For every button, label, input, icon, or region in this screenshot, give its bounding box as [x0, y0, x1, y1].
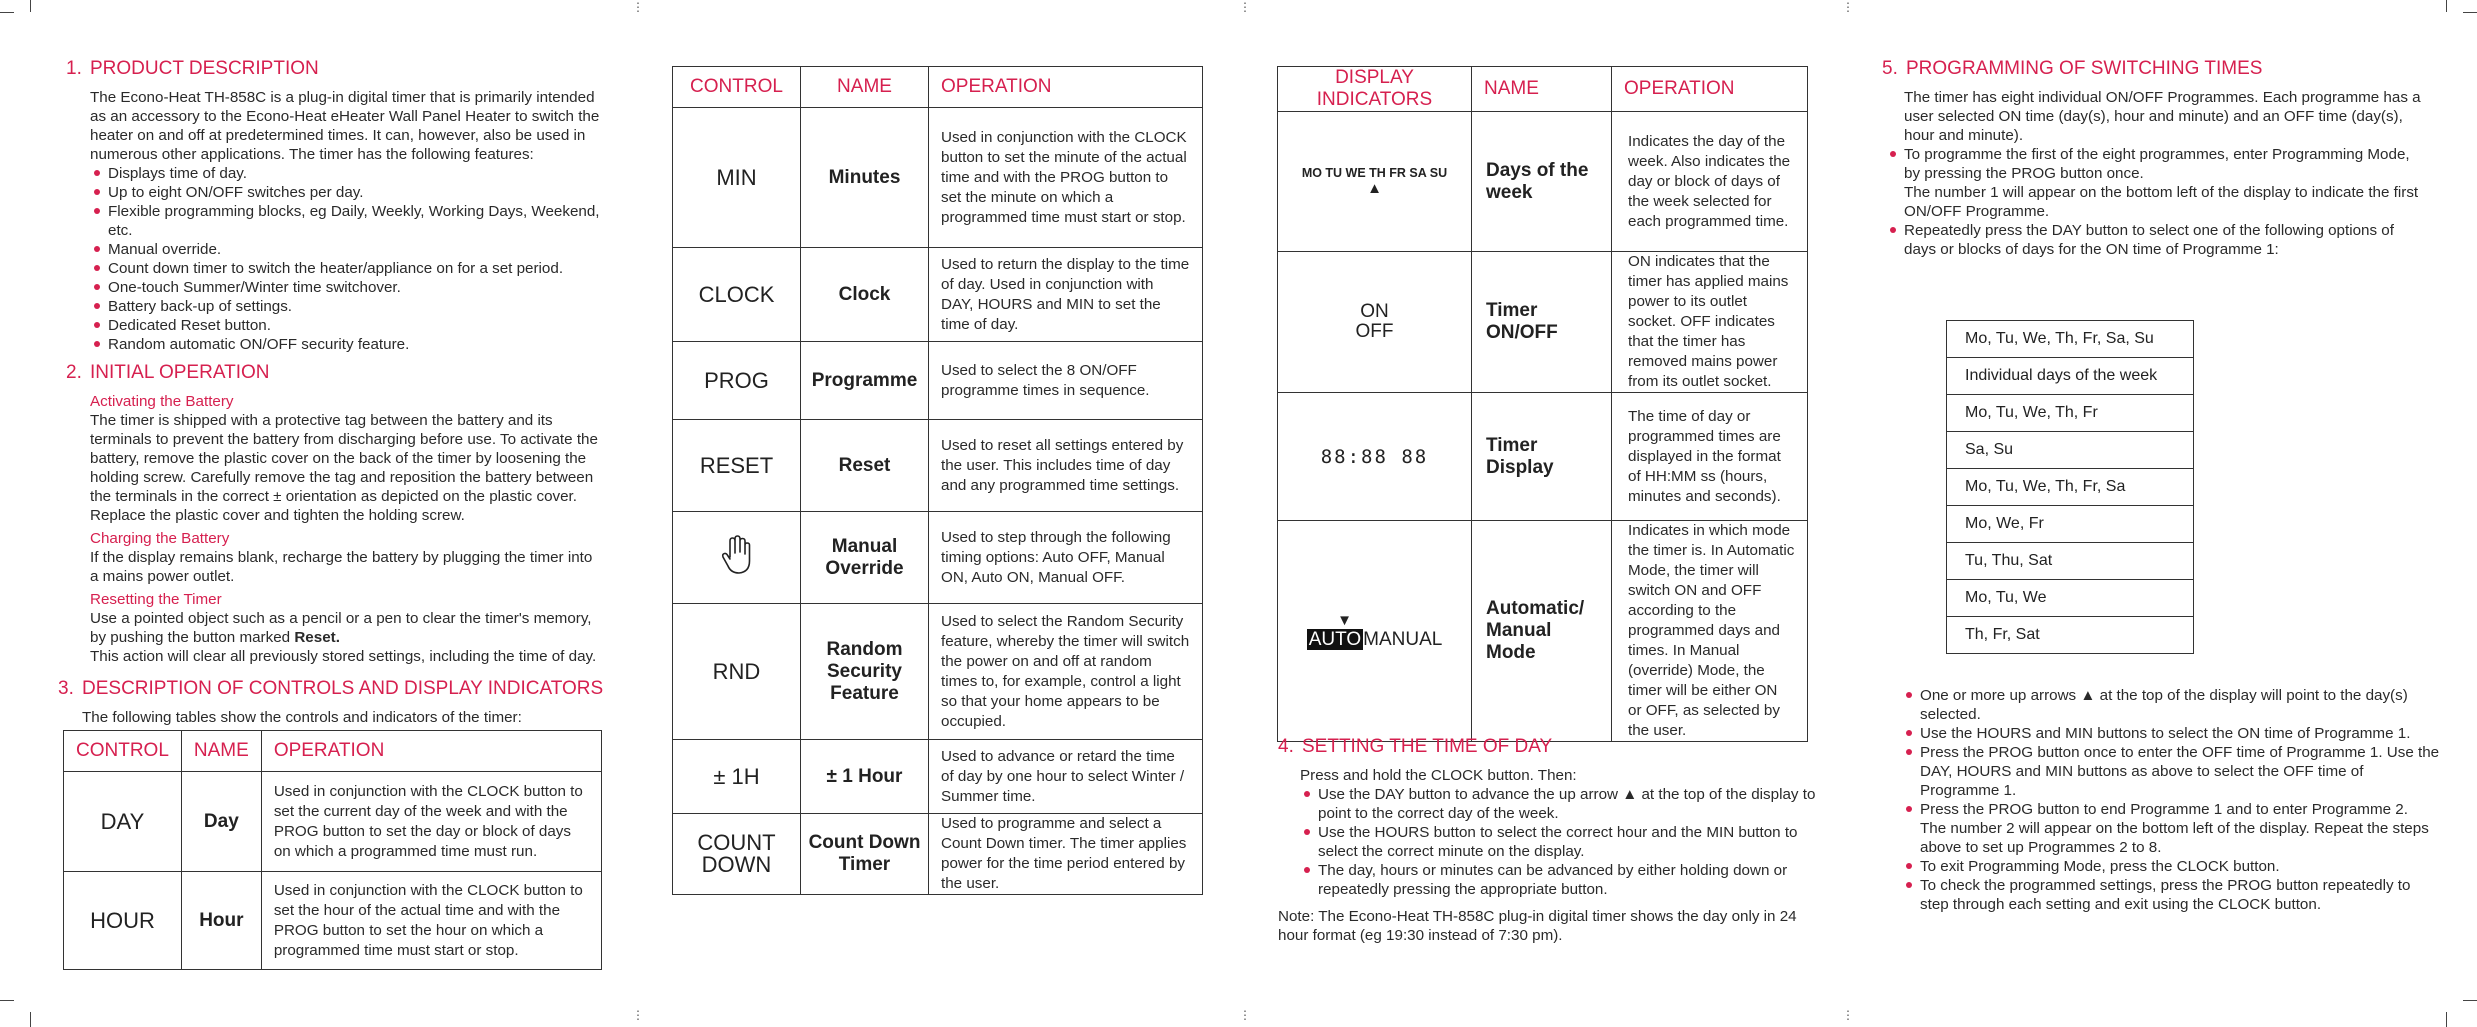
- on-off-indicator: ON OFF: [1278, 252, 1472, 393]
- column-header: CONTROL: [64, 731, 182, 772]
- steps-list: [1300, 785, 1818, 899]
- control-cell: DAY: [64, 772, 182, 872]
- operation-cell: Used to programme and select a Count Down timer. The timer applies power for the time period entered by the user.: [929, 814, 1203, 895]
- table-row: [1947, 321, 2194, 358]
- control-cell: CLOCK: [673, 248, 801, 342]
- table-row: [1947, 432, 2194, 469]
- row-name: Days of the week: [1472, 112, 1612, 252]
- table-row: [673, 512, 1203, 604]
- row-operation: The time of day or programmed times are displayed in the format of HH:MM ss (hours, minutes and seconds).: [1612, 393, 1808, 521]
- paragraph: The timer is shipped with a protective tag between the battery and its terminals to prevent the battery from discharging before use. To activate the battery, remove the plastic cover on the back of the timer by loosening the holding screw. Carefully remove the tag and reposition the battery between the terminals in the correct ± orientation as depicted on the plastic cover. Replace the plastic cover and tighten the holding screw.: [90, 412, 598, 524]
- section-title: 3. DESCRIPTION OF CONTROLS AND DISPLAY INDICATORS: [58, 678, 604, 699]
- day-option: Mo, Tu, We, Th, Fr: [1947, 395, 2194, 432]
- list-item: To programme the first of the eight programmes, enter Programming Mode, by pressing the PROG button once.: [1886, 145, 2422, 183]
- column-header: OPERATION: [1612, 67, 1808, 112]
- steps-list: [1902, 686, 2442, 914]
- feature-item: Manual override.: [90, 240, 602, 259]
- table-row: [1947, 469, 2194, 506]
- control-cell: HOUR: [64, 872, 182, 970]
- feature-item: Displays time of day.: [90, 164, 602, 183]
- control-cell: ± 1H: [673, 740, 801, 814]
- paragraph: This action will clear all previously stored settings, including the time of day.: [90, 648, 597, 665]
- days-indicator: MO TU WE TH FR SA SU ▲: [1278, 112, 1472, 252]
- table-row: [1947, 617, 2194, 654]
- day-option: Th, Fr, Sat: [1947, 617, 2194, 654]
- day-option: Mo, Tu, We: [1947, 580, 2194, 617]
- feature-item: Battery back-up of settings.: [90, 297, 602, 316]
- column-header: NAME: [801, 67, 929, 108]
- paragraph: The timer has eight individual ON/OFF Programmes. Each programme has a user selected ON time (day(s), hour and minute) and an OFF time (day(s), hour and minute).: [1904, 89, 2421, 144]
- paragraph: Press and hold the CLOCK button. Then:: [1300, 767, 1577, 784]
- column-1: [58, 58, 604, 727]
- fold-mark: ⋮: [632, 1008, 644, 1022]
- table-row: [1947, 395, 2194, 432]
- step-item: Press the PROG button once to enter the OFF time of Programme 1. Use the DAY, HOURS and MIN buttons as above to select the OFF time of Programme 1.: [1902, 743, 2442, 800]
- day-options-table: [1946, 320, 2194, 654]
- crop-mark: [30, 1012, 31, 1027]
- control-cell: [673, 512, 801, 604]
- table-row: [673, 420, 1203, 512]
- fold-mark: ⋮: [1842, 0, 1854, 14]
- paragraph: The number 1 will appear on the bottom left of the display to indicate the first ON/OFF Programme.: [1904, 184, 2419, 220]
- subheading: Charging the Battery: [90, 530, 230, 547]
- hand-icon: [720, 535, 754, 575]
- table-row: [673, 814, 1203, 895]
- row-operation: ON indicates that the timer has applied mains power to its outlet socket. OFF indicates that the timer has removed mains power from its outlet socket.: [1612, 252, 1808, 393]
- column-header: OPERATION: [261, 731, 601, 772]
- feature-item: One-touch Summer/Winter time switchover.: [90, 278, 602, 297]
- feature-item: Count down timer to switch the heater/appliance on for a set period.: [90, 259, 602, 278]
- table-row: [64, 872, 602, 970]
- row-name: Timer Display: [1472, 393, 1612, 521]
- crop-mark: [0, 1000, 14, 1001]
- table-row: [673, 740, 1203, 814]
- operation-cell: Used to advance or retard the time of day by one hour to select Winter / Summer time.: [929, 740, 1203, 814]
- column-4: [1882, 58, 2422, 259]
- steps-list: [1886, 221, 2422, 259]
- column-header: NAME: [181, 731, 261, 772]
- steps-list: [1886, 145, 2422, 183]
- fold-mark: ⋮: [1239, 0, 1251, 14]
- subheading: Resetting the Timer: [90, 591, 222, 608]
- row-operation: Indicates the day of the week. Also indicates the day or block of days of the week selected for each programmed time.: [1612, 112, 1808, 252]
- controls-table-2: [672, 66, 1203, 895]
- operation-cell: Used in conjunction with the CLOCK button to set the minute of the actual time and with the PROG button to set the minute on which a programmed time must start or stop.: [929, 108, 1203, 248]
- step-item: To check the programmed settings, press the PROG button repeatedly to step through each setting and exit using the CLOCK button.: [1902, 876, 2442, 914]
- crop-mark: [2463, 1000, 2477, 1001]
- table-row: [1947, 506, 2194, 543]
- step-item: The day, hours or minutes can be advanced by either holding down or repeatedly pressing the appropriate button.: [1300, 861, 1818, 899]
- control-cell: MIN: [673, 108, 801, 248]
- crop-mark: [2446, 1012, 2447, 1027]
- day-option: Sa, Su: [1947, 432, 2194, 469]
- name-cell: Programme: [801, 342, 929, 420]
- control-cell: PROG: [673, 342, 801, 420]
- fold-mark: ⋮: [1842, 1008, 1854, 1022]
- row-name: Timer ON/OFF: [1472, 252, 1612, 393]
- name-cell: Minutes: [801, 108, 929, 248]
- day-option: Mo, We, Fr: [1947, 506, 2194, 543]
- name-cell: Hour: [181, 872, 261, 970]
- column-header: NAME: [1472, 67, 1612, 112]
- column-header: CONTROL: [673, 67, 801, 108]
- crop-mark: [2446, 0, 2447, 12]
- step-item: Use the HOURS button to select the correct hour and the MIN button to select the correct minute on the display.: [1300, 823, 1818, 861]
- name-cell: ± 1 Hour: [801, 740, 929, 814]
- operation-cell: Used to select the Random Security feature, whereby the timer will switch the power on and off at random times to, for example, control a light so that your home appears to be occupied.: [929, 604, 1203, 740]
- operation-cell: Used to select the 8 ON/OFF programme times in sequence.: [929, 342, 1203, 420]
- feature-item: Dedicated Reset button.: [90, 316, 602, 335]
- step-item: One or more up arrows ▲ at the top of the display will point to the day(s) selected.: [1902, 686, 2442, 724]
- display-indicators-table: [1277, 66, 1808, 742]
- section-5-steps: [1902, 686, 2442, 914]
- fold-mark: ⋮: [632, 0, 644, 14]
- controls-table-1: [63, 730, 602, 970]
- step-item: Use the DAY button to advance the up arrow ▲ at the top of the display to point to the correct day of the week.: [1300, 785, 1818, 823]
- operation-cell: Used in conjunction with the CLOCK button to set the current day of the week and with the PROG button to set the day or block of days on which a programmed time must run.: [261, 772, 601, 872]
- intro-paragraph: The Econo-Heat TH-858C is a plug-in digital timer that is primarily intended as an accessory to the Econo-Heat eHeater Wall Panel Heater to switch the heater on and off at predetermined times. It can, however, also be used in numerous other applications. The timer has the following features:: [90, 89, 600, 163]
- control-cell: RND: [673, 604, 801, 740]
- feature-item: Up to eight ON/OFF switches per day.: [90, 183, 602, 202]
- table-row: [673, 108, 1203, 248]
- control-cell: RESET: [673, 420, 801, 512]
- day-option: Individual days of the week: [1947, 358, 2194, 395]
- paragraph: If the display remains blank, recharge the battery by plugging the timer into a mains power outlet.: [90, 549, 593, 585]
- table-row: [1947, 543, 2194, 580]
- list-item: Repeatedly press the DAY button to select one of the following options of days or blocks of days for the ON time of Programme 1:: [1886, 221, 2422, 259]
- name-cell: Clock: [801, 248, 929, 342]
- note: Note: The Econo-Heat TH-858C plug-in digital timer shows the day only in 24 hour format (eg 19:30 instead of 7:30 pm).: [1278, 908, 1797, 944]
- crop-mark: [2463, 12, 2477, 13]
- operation-cell: Used to reset all settings entered by the user. This includes time of day and any programmed time settings.: [929, 420, 1203, 512]
- paragraph: The following tables show the controls and indicators of the timer:: [82, 709, 522, 726]
- step-continuation: The number 2 will appear on the bottom left of the display. Repeat the steps above to set up Programmes 2 to 8.: [1920, 820, 2429, 856]
- feature-item: Random automatic ON/OFF security feature.: [90, 335, 602, 354]
- row-operation: Indicates in which mode the timer is. In Automatic Mode, the timer will switch ON and OFF according to the programmed days and times. In Manual (override) Mode, the timer will be either ON or OFF, as selected by the user.: [1612, 521, 1808, 742]
- table-row: [1947, 358, 2194, 395]
- section-title: 4. SETTING THE TIME OF DAY: [1278, 736, 1553, 757]
- crop-mark: [30, 0, 31, 12]
- control-cell: COUNT DOWN: [673, 814, 801, 895]
- features-list: [90, 164, 602, 354]
- name-cell: Day: [181, 772, 261, 872]
- column-header: OPERATION: [929, 67, 1203, 108]
- operation-cell: Used to return the display to the time of day. Used in conjunction with DAY, HOURS and MIN to set the time of day.: [929, 248, 1203, 342]
- name-cell: Random Security Feature: [801, 604, 929, 740]
- day-option: Mo, Tu, We, Th, Fr, Sa, Su: [1947, 321, 2194, 358]
- section-title: 5. PROGRAMMING OF SWITCHING TIMES: [1882, 58, 2263, 79]
- step-item: Press the PROG button to end Programme 1 and to enter Programme 2.: [1902, 800, 2442, 819]
- lcd-display-indicator: 88:88 88: [1278, 393, 1472, 521]
- column-header: DISPLAY INDICATORS: [1278, 67, 1472, 112]
- table-row: [673, 342, 1203, 420]
- section-title: 1. PRODUCT DESCRIPTION: [66, 58, 319, 79]
- fold-mark: ⋮: [1239, 1008, 1251, 1022]
- table-row: [673, 248, 1203, 342]
- crop-mark: [0, 12, 14, 13]
- step-item: To exit Programming Mode, press the CLOCK button.: [1902, 857, 2442, 876]
- step-item: Use the HOURS and MIN buttons to select the ON time of Programme 1.: [1902, 724, 2442, 743]
- table-row: [64, 772, 602, 872]
- table-row: [673, 604, 1203, 740]
- section-title: 2. INITIAL OPERATION: [66, 362, 270, 383]
- day-option: Mo, Tu, We, Th, Fr, Sa: [1947, 469, 2194, 506]
- auto-manual-indicator: ▼ AUTO MANUAL: [1278, 521, 1472, 742]
- name-cell: Manual Override: [801, 512, 929, 604]
- section-4: [1278, 736, 1818, 945]
- paragraph: Use a pointed object such as a pencil or a pen to clear the timer's memory, by pushing the button marked Reset.: [90, 610, 592, 646]
- operation-cell: Used in conjunction with the CLOCK button to set the hour of the actual time and with the PROG button to set the hour on which a programmed time must start or stop.: [261, 872, 601, 970]
- feature-item: Flexible programming blocks, eg Daily, Weekly, Working Days, Weekend, etc.: [90, 202, 602, 240]
- day-option: Tu, Thu, Sat: [1947, 543, 2194, 580]
- name-cell: Reset: [801, 420, 929, 512]
- row-name: Automatic/ Manual Mode: [1472, 521, 1612, 742]
- operation-cell: Used to step through the following timing options: Auto OFF, Manual ON, Auto ON, Manual OFF.: [929, 512, 1203, 604]
- table-row: [1947, 580, 2194, 617]
- name-cell: Count Down Timer: [801, 814, 929, 895]
- subheading: Activating the Battery: [90, 393, 234, 410]
